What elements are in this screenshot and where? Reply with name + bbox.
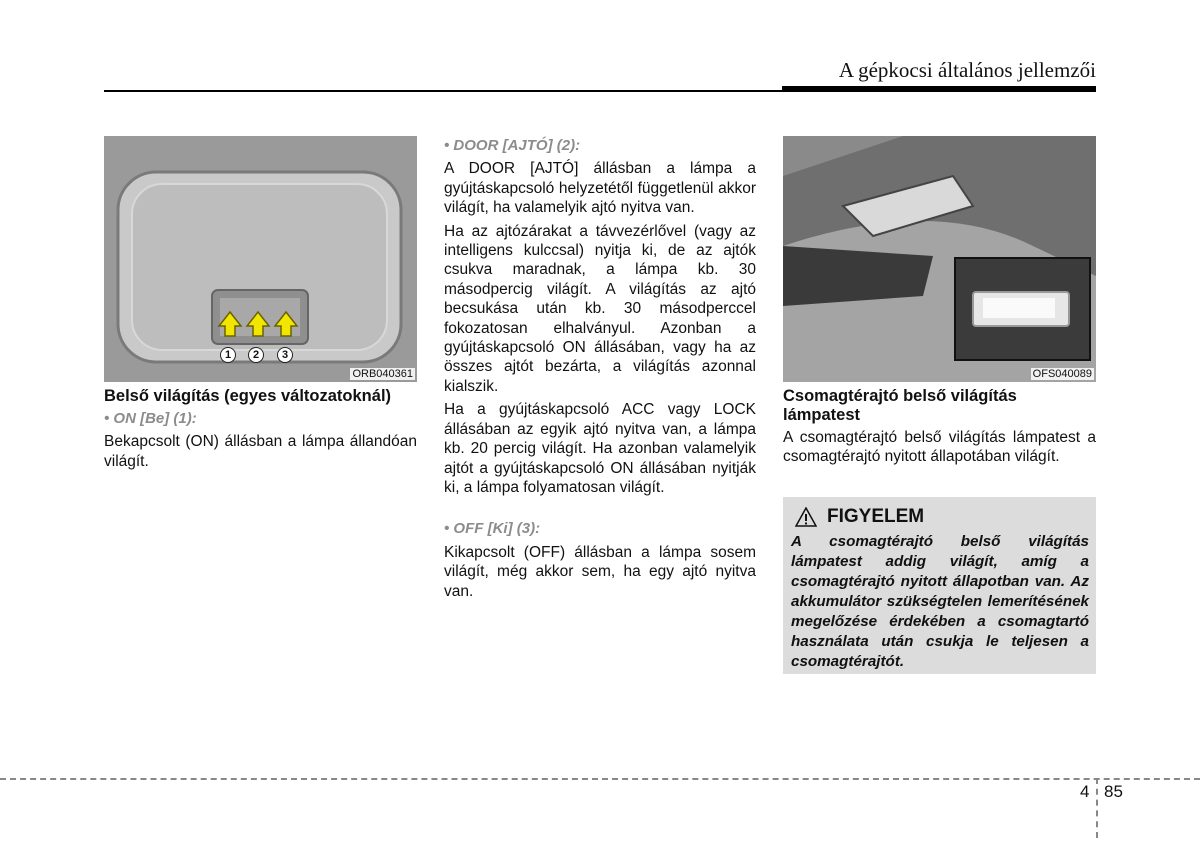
page-header-title: A gépkocsi általános jellemzői	[838, 58, 1096, 82]
paragraph: Ha az ajtózárakat a távvezérlővel (vagy az intelligens kulccsal) nyitja ki, de az ajtók csukva maradnak, a lámpa kb. 30 másodpercig világít. A világítás az ajtó becsukása után kb. 30 másodperccel fokozatosan elhalványul. Azonban a gyújtáskapcsoló ON állásában, vagy ha az összes ajtót bezárta, a világítás azonnal kialszik.	[444, 222, 756, 395]
section-heading: Belső világítás (egyes változatoknál)	[104, 387, 392, 405]
callout-1: 1	[220, 347, 236, 363]
callout-3: 3	[277, 347, 293, 363]
column-2-text	[444, 136, 756, 605]
paragraph: Bekapcsolt (ON) állásban a lámpa állandóan világít.	[104, 433, 417, 470]
footer-vertical-divider	[1096, 778, 1098, 838]
warning-box	[783, 497, 1096, 674]
bullet-off: • OFF [Ki] (3):	[444, 520, 541, 538]
paragraph: Ha a gyújtáskapcsoló ACC vagy LOCK állásában az egyik ajtó nyitva van, a lámpa kb. 20 percig világít. Ha azonban valamelyik ajtót a gyújtáskapcsoló ON állásában nyitják ki, a lámpa folyamatosan világít.	[444, 401, 756, 496]
warning-text: A csomagtérajtó belső világítás lámpatest addig világít, amíg a csomagtérajtó nyitott állapotban van. Az akkumulátor szükségtelen lemerítésének megelőzése érdekében a csomagtartó használata után csukja le teljesen a csomagtérajtót.	[791, 533, 1089, 670]
tailgate-illustration	[783, 136, 1096, 382]
bullet-on: • ON [Be] (1):	[104, 410, 197, 427]
tailgate-lamp-figure	[783, 136, 1096, 382]
dome-lamp-illustration	[104, 136, 417, 382]
warning-title: FIGYELEM	[827, 506, 925, 527]
header-rule-accent	[782, 86, 1096, 92]
figure-code: OFS040089	[1032, 368, 1092, 380]
column-3-text	[783, 387, 1096, 471]
section-heading: Csomagtérajtó belső világítás lámpatest	[783, 387, 1017, 424]
footer-divider	[0, 778, 1200, 780]
warning-triangle-icon	[795, 507, 817, 527]
column-1-text	[104, 387, 417, 475]
paragraph: A DOOR [AJTÓ] állásban a lámpa a gyújtáskapcsoló helyzetétől függetlenül akkor világít, ha valamelyik ajtó nyitva van.	[444, 160, 756, 217]
bullet-door: • DOOR [AJTÓ] (2):	[444, 137, 581, 154]
figure-code: ORB040361	[352, 368, 413, 380]
chapter-number: 4	[1080, 782, 1090, 801]
dome-lamp-figure	[104, 136, 417, 382]
callout-2: 2	[248, 347, 264, 363]
paragraph: A csomagtérajtó belső világítás lámpatest a csomagtérajtó nyitott állapotában világít.	[783, 429, 1096, 466]
page-number: 85	[1104, 782, 1123, 801]
paragraph: Kikapcsolt (OFF) állásban a lámpa sosem világít, még akkor sem, ha egy ajtó nyitva van.	[444, 543, 756, 600]
